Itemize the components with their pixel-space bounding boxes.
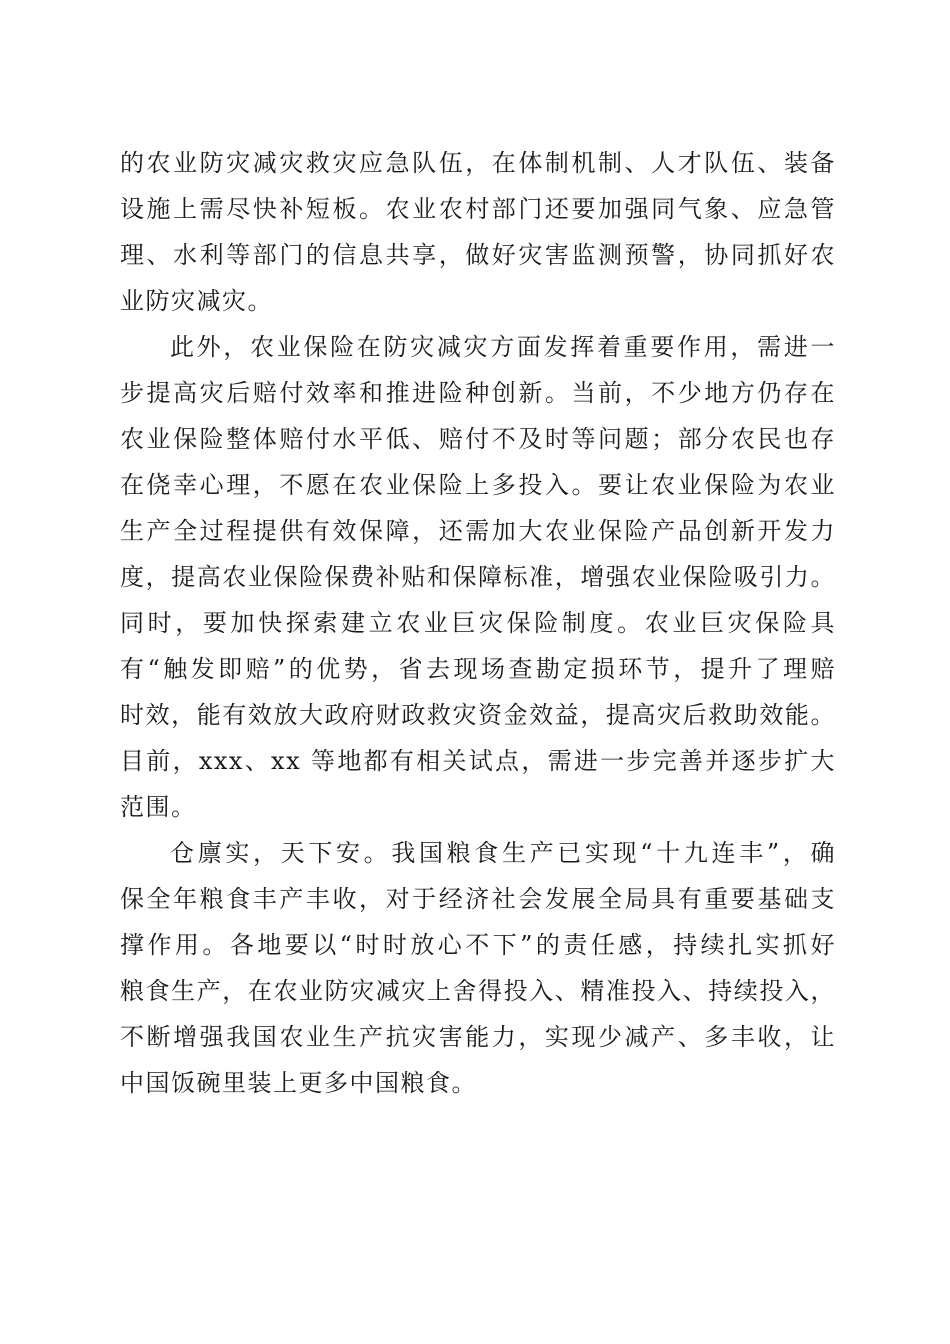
text-line: 不断增强我国农业生产抗灾害能力，实现少减产、多丰收，让 [120,1023,836,1051]
text-line: 此外，农业保险在防灾减灾方面发挥着重要作用，需进一 [170,333,836,361]
paragraph-1 [120,140,836,324]
text-line: 撑作用。各地要以“时时放心不下”的责任感，持续扎实抓好 [120,931,836,959]
text-line: 生产全过程提供有效保障，还需加大农业保险产品创新开发力 [120,517,836,545]
paragraph-3 [120,830,836,1106]
text-line: 同时，要加快探索建立农业巨灾保险制度。农业巨灾保险具 [120,609,836,637]
text-line: 仓廪实，天下安。我国粮食生产已实现“十九连丰”，确 [170,839,836,867]
text-line: 范围。 [120,793,197,821]
text-line: 有“触发即赔”的优势，省去现场查勘定损环节，提升了理赔 [120,655,836,683]
text-line: 理、水利等部门的信息共享，做好灾害监测预警，协同抓好农 [120,241,836,269]
text-line: 目前，xxx、xx 等地都有相关试点，需进一步完善并逐步扩大 [120,747,836,775]
document-body [120,140,836,1106]
text-line: 粮食生产，在农业防灾减灾上舍得投入、精准投入、持续投入， [120,977,836,1005]
text-line: 步提高灾后赔付效率和推进险种创新。当前，不少地方仍存在 [120,379,836,407]
text-line: 农业保险整体赔付水平低、赔付不及时等问题；部分农民也存 [120,425,836,453]
text-line: 设施上需尽快补短板。农业农村部门还要加强同气象、应急管 [120,195,836,223]
text-line: 中国饭碗里装上更多中国粮食。 [120,1069,477,1097]
text-line: 业防灾减灾。 [120,287,273,315]
text-line: 度，提高农业保险保费补贴和保障标准，增强农业保险吸引力。 [120,563,836,591]
text-line: 在侥幸心理，不愿在农业保险上多投入。要让农业保险为农业 [120,471,836,499]
text-line: 的农业防灾减灾救灾应急队伍，在体制机制、人才队伍、装备 [120,149,836,177]
text-line: 时效，能有效放大政府财政救灾资金效益，提高灾后救助效能。 [120,701,836,729]
paragraph-2 [120,324,836,830]
text-line: 保全年粮食丰产丰收，对于经济社会发展全局具有重要基础支 [120,885,836,913]
